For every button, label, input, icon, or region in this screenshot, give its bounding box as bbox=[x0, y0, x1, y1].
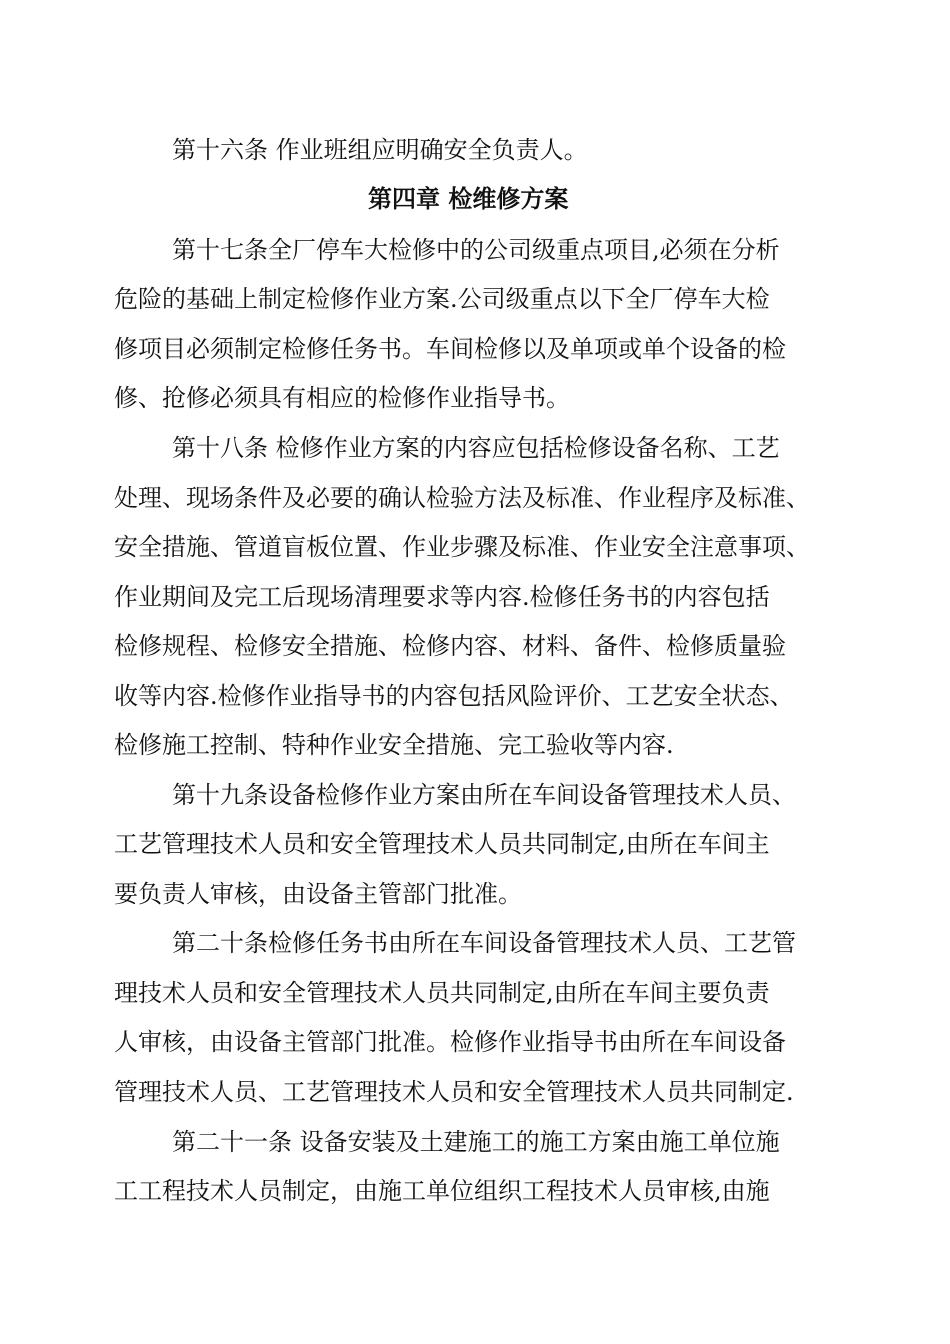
article-20-line-1: 第二十条检修任务书由所在车间设备管理技术人员、工艺管 bbox=[172, 929, 796, 957]
article-21-line-2: 工工程技术人员制定，由施工单位组织工程技术人员审核,由施 bbox=[114, 1177, 770, 1205]
article-17-line-3: 修项目必须制定检修任务书。车间检修以及单项或单个设备的检 bbox=[114, 335, 786, 363]
article-19-line-3: 要负责人审核，由设备主管部门批准。 bbox=[114, 880, 522, 908]
article-18-line-5: 检修规程、检修安全措施、检修内容、材料、备件、检修质量验 bbox=[114, 632, 786, 660]
paragraph-line bbox=[0, 372, 950, 424]
paragraph-line bbox=[0, 917, 950, 969]
paragraph-line bbox=[0, 868, 950, 920]
article-19-line-1: 第十九条设备检修作业方案由所在车间设备管理技术人员、 bbox=[172, 781, 796, 809]
article-20-line-3: 人审核，由设备主管部门批准。检修作业指导书由所在车间设备 bbox=[114, 1028, 786, 1056]
article-18-line-1: 第十八条 检修作业方案的内容应包括检修设备名称、工艺 bbox=[172, 434, 780, 462]
paragraph-line bbox=[0, 1066, 950, 1118]
article-17-line-1: 第十七条全厂停车大检修中的公司级重点项目,必须在分析 bbox=[172, 236, 780, 264]
paragraph-line bbox=[0, 620, 950, 672]
paragraph-line bbox=[0, 323, 950, 375]
article-18-line-2: 处理、现场条件及必要的确认检验方法及标准、作业程序及标准、 bbox=[114, 484, 810, 512]
paragraph-line bbox=[0, 224, 950, 276]
paragraph-line bbox=[0, 521, 950, 573]
article-16-text: 第十六条 作业班组应明确安全负责人。 bbox=[172, 136, 588, 164]
paragraph-line bbox=[0, 472, 950, 524]
article-17-line-2: 危险的基础上制定检修作业方案.公司级重点以下全厂停车大检 bbox=[114, 285, 770, 313]
chapter-heading bbox=[0, 173, 950, 225]
article-17-line-4: 修、抢修必须具有相应的检修作业指导书。 bbox=[114, 384, 570, 412]
paragraph-line bbox=[0, 571, 950, 623]
article-18-line-4: 作业期间及完工后现场清理要求等内容.检修任务书的内容包括 bbox=[114, 583, 770, 611]
article-19-line-2: 工艺管理技术人员和安全管理技术人员共同制定,由所在车间主 bbox=[114, 830, 770, 858]
paragraph-line bbox=[0, 967, 950, 1019]
article-18-line-7: 检修施工控制、特种作业安全措施、完工验收等内容. bbox=[114, 731, 674, 759]
paragraph-line bbox=[0, 818, 950, 870]
article-18-line-3: 安全措施、管道盲板位置、作业步骤及标准、作业安全注意事项、 bbox=[114, 533, 810, 561]
paragraph-line bbox=[0, 1165, 950, 1217]
chapter-4-title: 第四章 检维修方案 bbox=[368, 185, 569, 213]
paragraph-line bbox=[0, 719, 950, 771]
article-18-line-6: 收等内容.检修作业指导书的内容包括风险评价、工艺安全状态、 bbox=[114, 682, 794, 710]
paragraph-line bbox=[0, 1016, 950, 1068]
article-20-line-2: 理技术人员和安全管理技术人员共同制定,由所在车间主要负责 bbox=[114, 979, 770, 1007]
paragraph-line bbox=[0, 124, 950, 176]
article-21-line-1: 第二十一条 设备安装及土建施工的施工方案由施工单位施 bbox=[172, 1128, 780, 1156]
paragraph-line bbox=[0, 769, 950, 821]
paragraph-line bbox=[0, 422, 950, 474]
paragraph-line bbox=[0, 1116, 950, 1168]
paragraph-line bbox=[0, 273, 950, 325]
article-20-line-4: 管理技术人员、工艺管理技术人员和安全管理技术人员共同制定. bbox=[114, 1078, 794, 1106]
paragraph-line bbox=[0, 670, 950, 722]
